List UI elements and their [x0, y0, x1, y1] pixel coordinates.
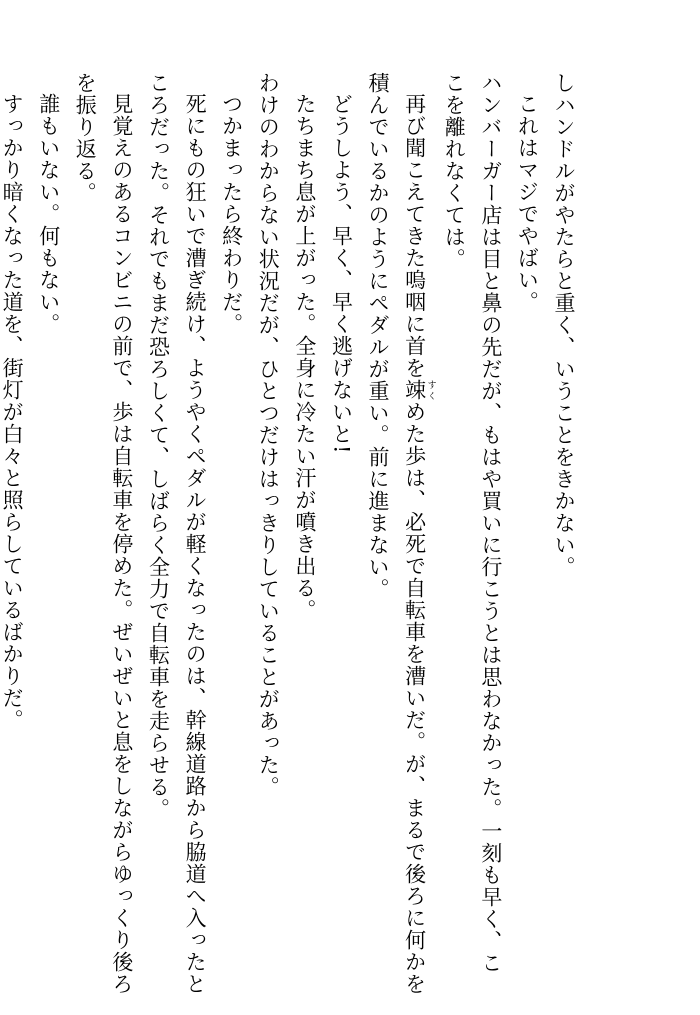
text-line: ハンバーガー店は目と鼻の先だが、もはや買いに行こうとは思わなかった。一刻も早く、こ — [478, 72, 503, 974]
text-line: これはマジでやばい。 — [515, 93, 540, 313]
text-line: しハンドルがやたらと重く、いうことをきかない。 — [552, 72, 576, 578]
text-line: 積んでいるかのようにペダルが重い。前に進まない。 — [366, 72, 391, 600]
text-line: 誰もいない。何もない。 — [36, 93, 61, 335]
text-line: どうしよう、早く、早く逃げないと! — [329, 93, 354, 455]
text-line: つかまったら終わりだ。 — [219, 93, 244, 335]
text-line: すっかり暗くなった道を、街灯が白々と照らしているばかりだ。 — [0, 93, 25, 731]
text-line: ころだった。それでもまだ恐ろしくて、しばらく全力で自転車を走らせる。 — [146, 72, 171, 820]
ruby-annotation: 竦 すく — [402, 379, 436, 401]
ruby-reading: すく — [425, 379, 436, 401]
text-line: を振り返る。 — [73, 72, 98, 204]
text-line: わけのわからない状況だが、ひとつだけはっきりしていることがあった。 — [256, 72, 281, 798]
vertical-text-body — [0, 72, 582, 995]
text-line: たちまち息が上がった。全身に冷たい汗が噴き出る。 — [292, 93, 317, 621]
text-line: こを離れなくては。 — [442, 72, 467, 270]
text-line: 再び聞こえてきた嗚咽に首を竦 すくめた歩は、必死で自転車を漕いだ。が、まるで後ろに何かを — [402, 93, 436, 995]
text-line: 見覚えのあるコンビニの前で、歩は自転車を停めた。ぜいぜいと息をしながらゆっくり後ろ — [109, 93, 134, 995]
text-line: 死にもの狂いで漕ぎ続け、ようやくペダルが軽くなったのは、幹線道路から脇道へ入ったと — [183, 93, 208, 995]
